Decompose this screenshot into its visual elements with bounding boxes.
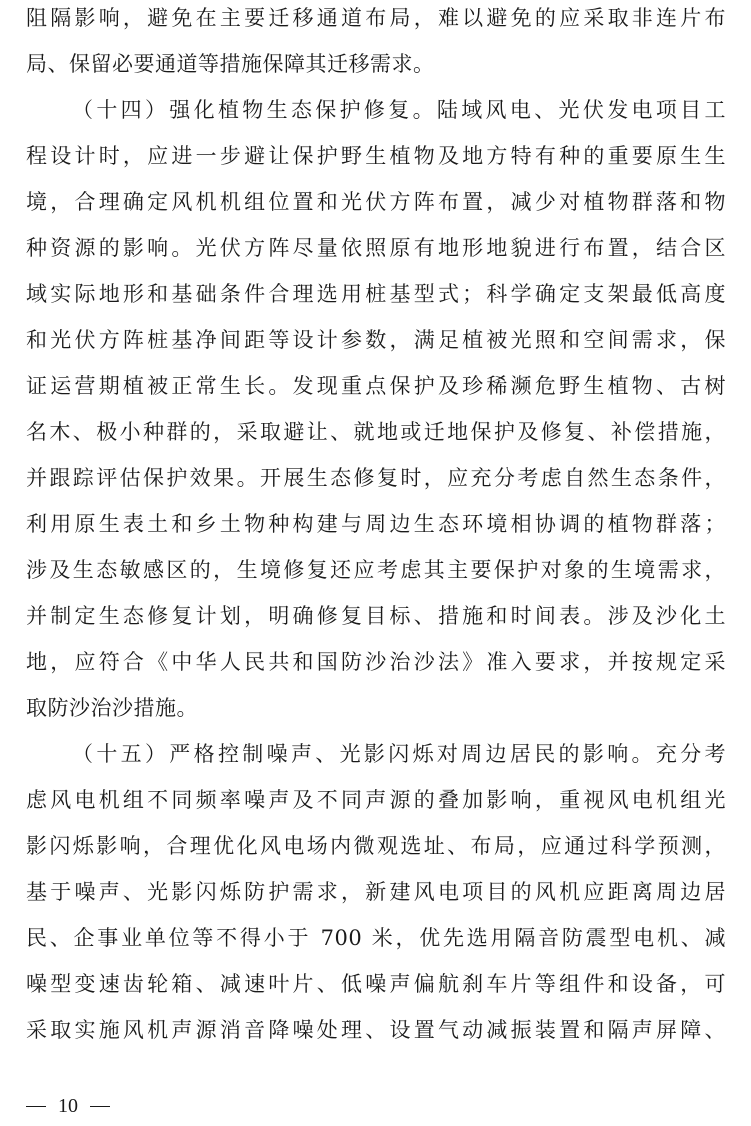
text-line: 并跟踪评估保护效果。开展生态修复时，应充分考虑自然生态条件， xyxy=(26,466,726,490)
footer-right-dash xyxy=(90,1106,110,1107)
text-line: 种资源的影响。光伏方阵尽量依照原有地形地貌进行布置，结合区 xyxy=(26,236,726,260)
text-line: 取防沙治沙措施。 xyxy=(26,696,198,720)
text-line: 证运营期植被正常生长。发现重点保护及珍稀濒危野生植物、古树 xyxy=(26,374,726,398)
text-line: 并制定生态修复计划，明确修复目标、措施和时间表。涉及沙化土 xyxy=(26,604,726,628)
footer-left-dash xyxy=(26,1106,46,1107)
text-line: 涉及生态敏感区的，生境修复还应考虑其主要保护对象的生境需求， xyxy=(26,558,726,582)
text-line: 虑风电机组不同频率噪声及不同声源的叠加影响，重视风电机组光 xyxy=(26,788,726,812)
section-heading-line: （十四）强化植物生态保护修复。陆域风电、光伏发电项目工 xyxy=(72,98,726,122)
text-line: 域实际地形和基础条件合理选用桩基型式；科学确定支架最低高度 xyxy=(26,282,726,306)
text-line: 噪型变速齿轮箱、减速叶片、低噪声偏航刹车片等组件和设备，可 xyxy=(26,972,726,996)
text-line: 局、保留必要通道等措施保障其迁移需求。 xyxy=(26,52,435,76)
text-line: 名木、极小种群的，采取避让、就地或迁地保护及修复、补偿措施， xyxy=(26,420,726,444)
page-number: 10 xyxy=(58,1095,78,1117)
text-line: 民、企事业单位等不得小于 700 米，优先选用隔音防震型电机、减 xyxy=(26,926,726,950)
page-footer xyxy=(26,1090,110,1120)
text-line: 和光伏方阵桩基净间距等设计参数，满足植被光照和空间需求，保 xyxy=(26,328,726,352)
text-line: 境，合理确定风机机组位置和光伏方阵布置，减少对植物群落和物 xyxy=(26,190,726,214)
text-line: 阻隔影响，避免在主要迁移通道布局，难以避免的应采取非连片布 xyxy=(26,6,726,30)
text-line: 基于噪声、光影闪烁防护需求，新建风电项目的风机应距离周边居 xyxy=(26,880,726,904)
text-line: 影闪烁影响，合理优化风电场内微观选址、布局，应通过科学预测， xyxy=(26,834,726,858)
text-line: 采取实施风机声源消音降噪处理、设置气动减振装置和隔声屏障、 xyxy=(26,1018,726,1042)
text-line: 地，应符合《中华人民共和国防沙治沙法》准入要求，并按规定采 xyxy=(26,650,726,674)
text-line: 程设计时，应进一步避让保护野生植物及地方特有种的重要原生生 xyxy=(26,144,726,168)
text-line: 利用原生表土和乡土物种构建与周边生态环境相协调的植物群落； xyxy=(26,512,726,536)
section-heading-line: （十五）严格控制噪声、光影闪烁对周边居民的影响。充分考 xyxy=(72,742,726,766)
